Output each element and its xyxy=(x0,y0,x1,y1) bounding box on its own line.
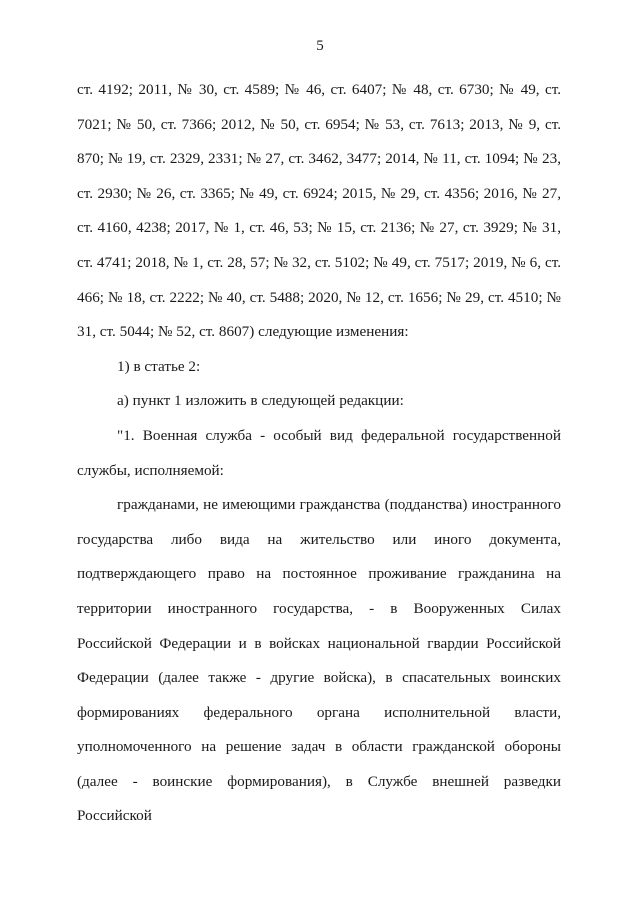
paragraph-item-1: 1) в статье 2: xyxy=(117,357,201,375)
page-number: 5 xyxy=(316,38,324,54)
paragraph-military-service: "1. Военная служба - особый вид федеральной государственной службы, исполняемой: xyxy=(77,426,561,479)
paragraph-citizens: гражданами, не имеющими гражданства (подданства) иностранного государства либо вида на жительство или иного документа, подтверждающего право на постоянное проживание гражданина на территории иностранного государства, - в Вооруженных Силах Российской Федерации и в войсках национальной гвардии Российской Федерации (далее также - другие войска), в спасательных воинских формированиях федерального органа исполнительной власти, уполномоченного на решение задач в области гражданской обороны (далее - воинские формирования), в Службе внешней разведки Российской xyxy=(77,496,561,825)
document-body xyxy=(77,73,561,834)
paragraph-item-a: а) пункт 1 изложить в следующей редакции: xyxy=(117,392,404,410)
paragraph-references: ст. 4192; 2011, № 30, ст. 4589; № 46, ст. 6407; № 48, ст. 6730; № 49, ст. 7021; № 50, ст. 7366; 2012, № 50, ст. 6954; № 53, ст. 7613; 2013, № 9, ст. 870; № 19, ст. 2329, 2331; № 27, ст. 3462, 3477; 2014, № 11, ст. 1094; № 23, ст. 2930; № 26, ст. 3365; № 49, ст. 6924; 2015, № 29, ст. 4356; 2016, № 27, ст. 4160, 4238; 2017, № 1, ст. 46, 53; № 15, ст. 2136; № 27, ст. 3929; № 31, ст. 4741; 2018, № 1, ст. 28, 57; № 32, ст. 5102; № 49, ст. 7517; 2019, № 6, ст. 466; № 18, ст. 2222; № 40, ст. 5488; 2020, № 12, ст. 1656; № 29, ст. 4510; № 31, ст. 5044; № 52, ст. 8607) следующие изменения: xyxy=(77,81,561,341)
